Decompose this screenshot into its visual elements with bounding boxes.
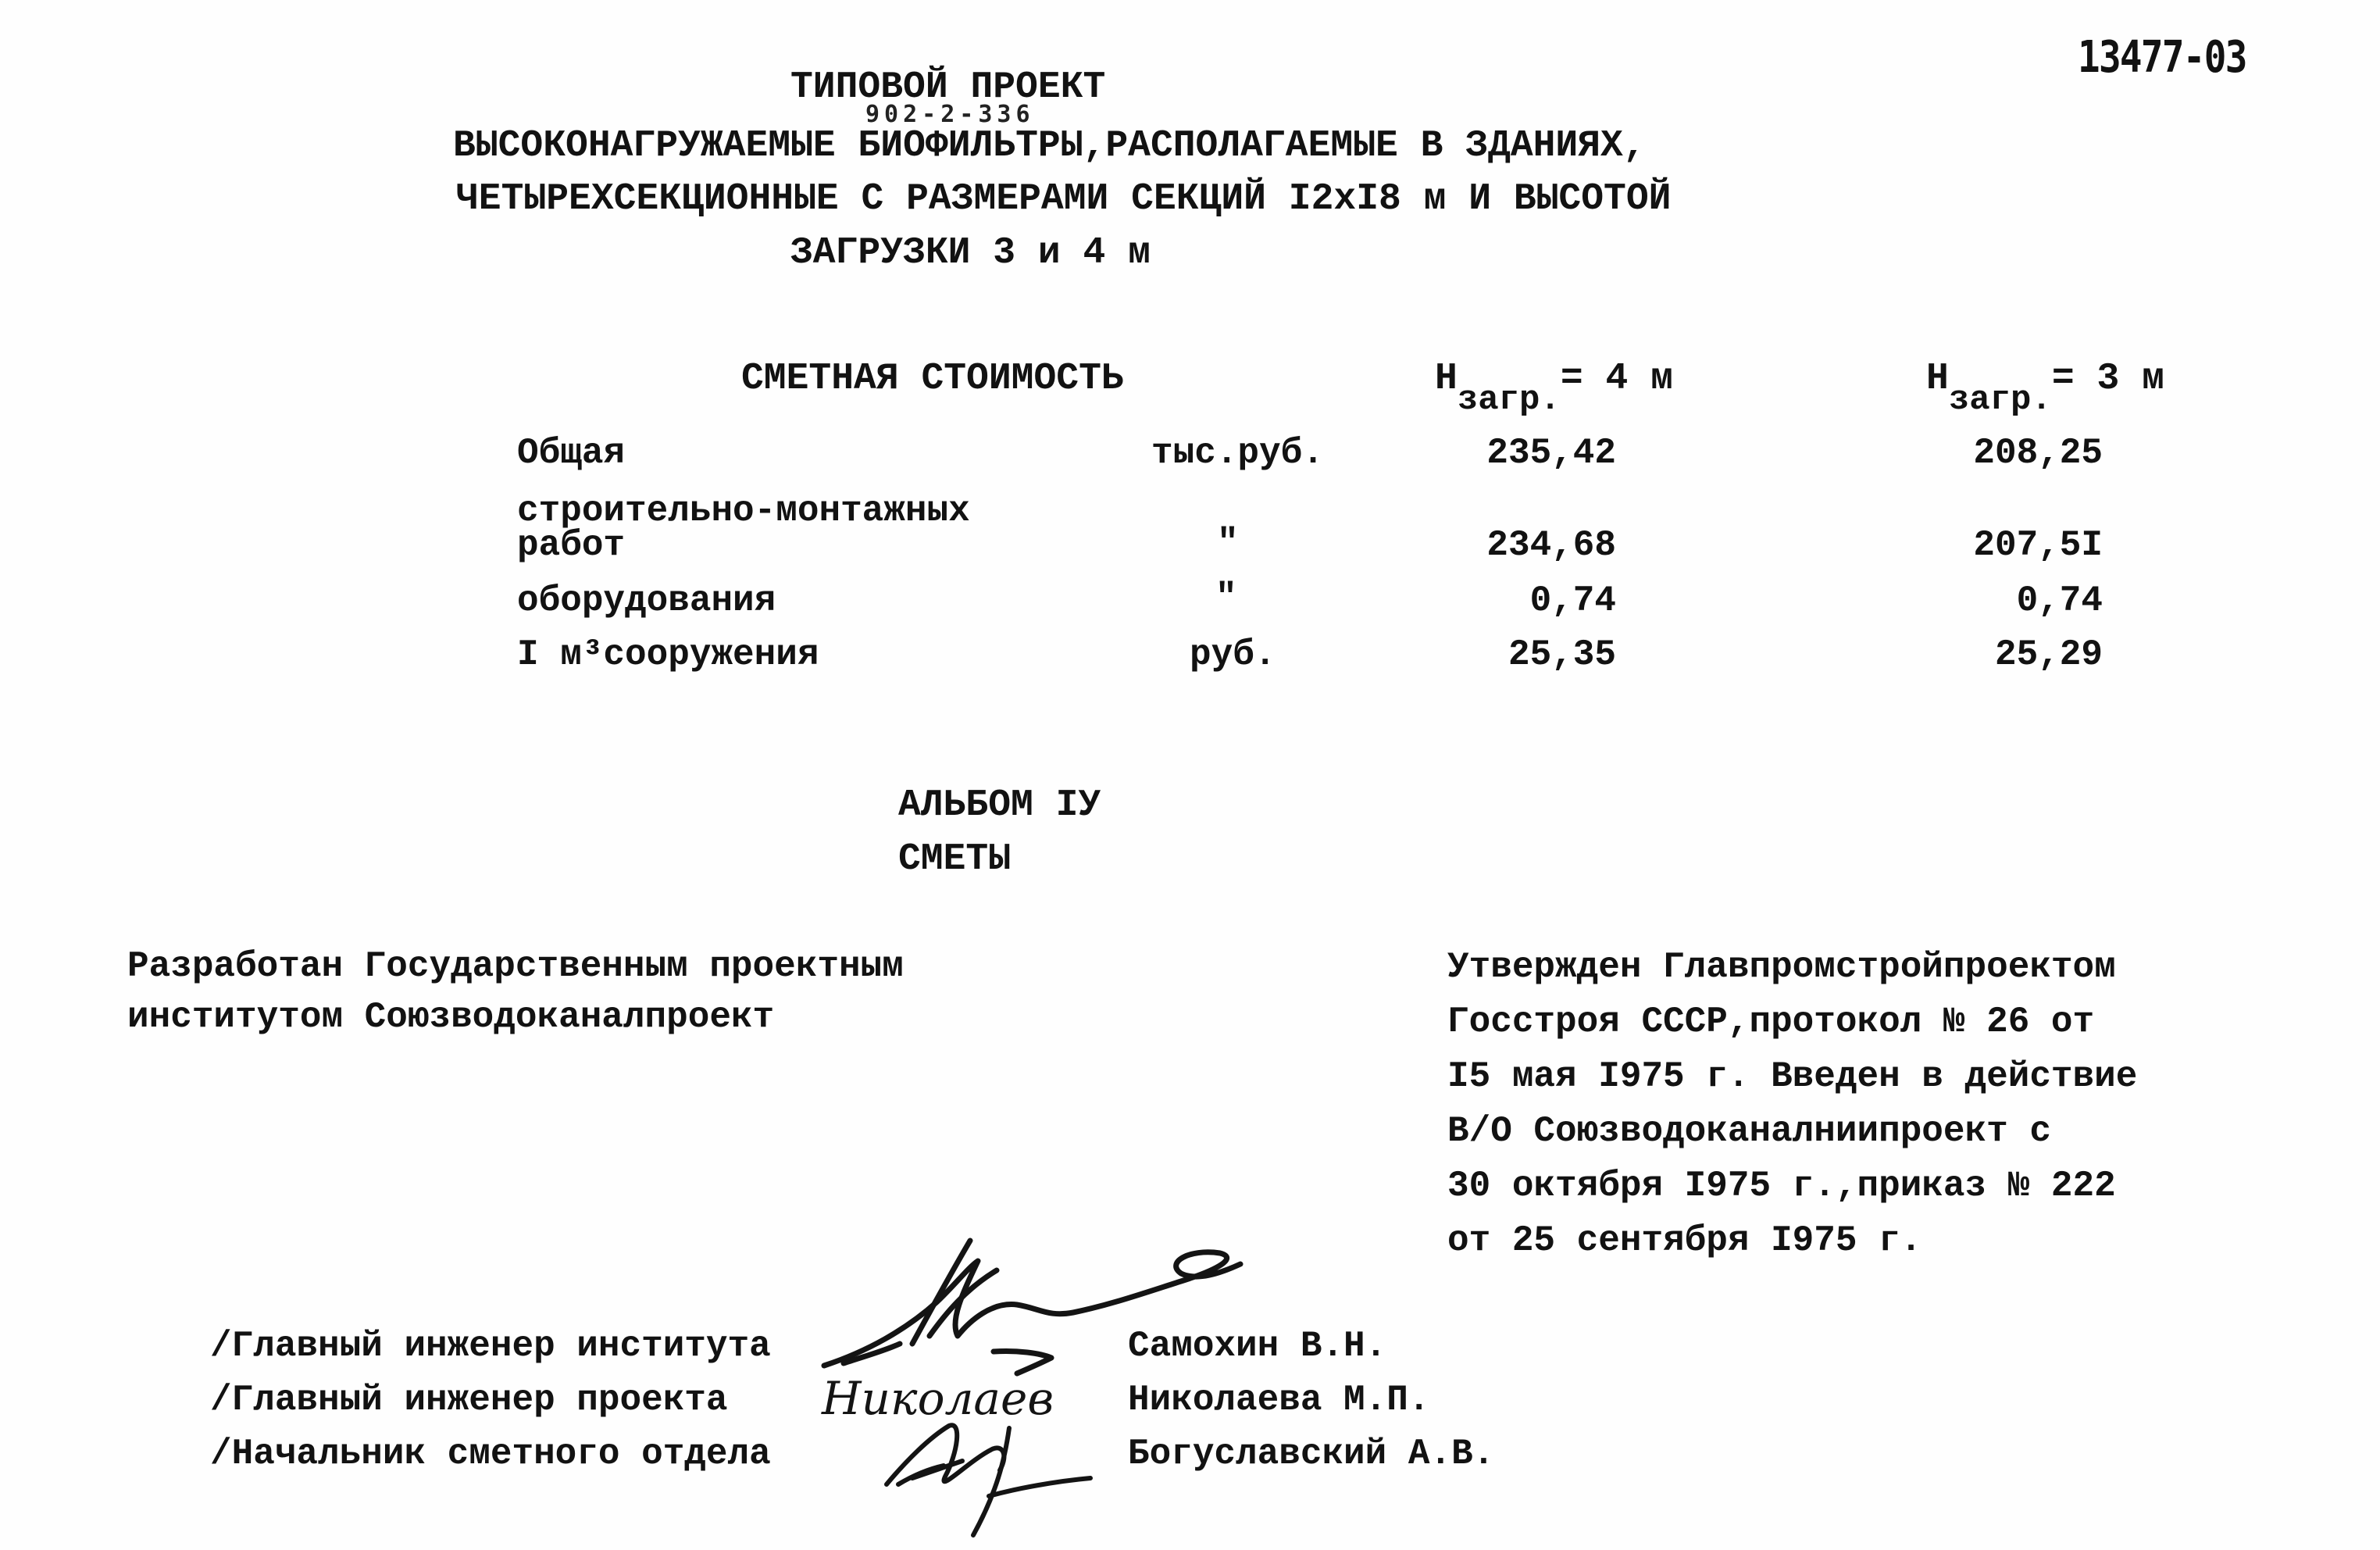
signature-title: /Главный инженер института [210,1326,771,1366]
column-value: = 3 м [2051,358,2164,400]
row-label-per-m3: I м³сооружения [517,634,819,675]
row-value-equipment-h3: 0,74 [2016,580,2103,621]
row-unit-per-m3: руб. [1190,634,1276,675]
signature-name: Богуславский А.В. [1128,1434,1495,1474]
approval-block [1447,940,2137,1268]
title-line-1: ВЫСОКОНАГРУЖАЕМЫЕ БИОФИЛЬТРЫ,РАСПОЛАГАЕМЫЕ В ЗДАНИЯХ, [453,125,1646,167]
signature-titles [210,1320,771,1481]
cost-table-header: СМЕТНАЯ СТОИМОСТЬ [741,358,1124,400]
row-label-total: Общая [517,433,626,473]
signature-title: /Главный инженер проекта [210,1380,728,1420]
row-label-equipment: оборудования [517,580,776,621]
column-header-h3 [1926,358,2164,420]
row-value-construction-h4: 234,68 [1486,525,1616,566]
column-subscript: загр. [1948,380,2052,420]
approval-line: В/О Союзводоканалниипроект с [1447,1111,2051,1152]
approval-line: 30 октября I975 г.,приказ № 222 [1447,1166,2116,1206]
signature-head-estimate-dept [887,1425,1090,1535]
project-stamp-number: 902-2-336 [865,101,1035,128]
column-subscript: загр. [1457,380,1561,420]
signature-chief-engineer-institute [824,1241,1240,1373]
column-symbol: H [1435,358,1458,400]
row-label-line: работ [517,525,626,566]
column-symbol: H [1926,358,1949,400]
document-number: 13477-03 [2078,32,2246,83]
developer-block [127,941,904,1043]
column-header-h4 [1435,358,1673,420]
approval-line: от 25 сентября I975 г. [1447,1220,1922,1261]
row-unit-total: тыс.руб. [1151,433,1324,473]
signature-chief-engineer-project: Николаев [822,1372,1054,1425]
row-value-total-h4: 235,42 [1486,433,1616,473]
row-value-total-h3: 208,25 [1973,433,2103,473]
album-number: АЛЬБОМ IУ [898,784,1101,827]
row-unit-equipment: " [1215,577,1237,618]
row-value-construction-h3: 207,5I [1973,525,2103,566]
row-value-per-m3-h4: 25,35 [1508,634,1616,675]
developer-line: Разработан Государственным проектным [127,946,904,987]
developer-line: институтом Союзводоканалпроект [127,997,775,1038]
row-label-construction [517,491,970,566]
approval-line: I5 мая I975 г. Введен в действие [1447,1056,2138,1097]
signatures-graphic [812,1227,1250,1543]
row-unit-construction: " [1217,523,1239,563]
title-heading: ТИПОВОЙ ПРОЕКТ [790,66,1106,109]
row-value-equipment-h4: 0,74 [1529,580,1616,621]
signature-title: /Начальник сметного отдела [210,1434,771,1474]
approval-line: Госстроя СССР,протокол № 26 от [1447,1002,2095,1042]
title-line-2: ЧЕТЫРЕХСЕКЦИОННЫЕ С РАЗМЕРАМИ СЕКЦИЙ I2xI8 м И ВЫСОТОЙ [456,178,1672,220]
row-value-per-m3-h3: 25,29 [1994,634,2103,675]
row-label-line: строительно-монтажных [517,491,970,531]
signature-name: Самохин В.Н. [1128,1326,1387,1366]
title-line-3: ЗАГРУЗКИ 3 и 4 м [790,232,1151,274]
signature-name: Николаева М.П. [1128,1380,1430,1420]
album-name: СМЕТЫ [898,838,1012,880]
column-value: = 4 м [1560,358,1673,400]
approval-line: Утвержден Главпромстройпроектом [1447,947,2116,988]
